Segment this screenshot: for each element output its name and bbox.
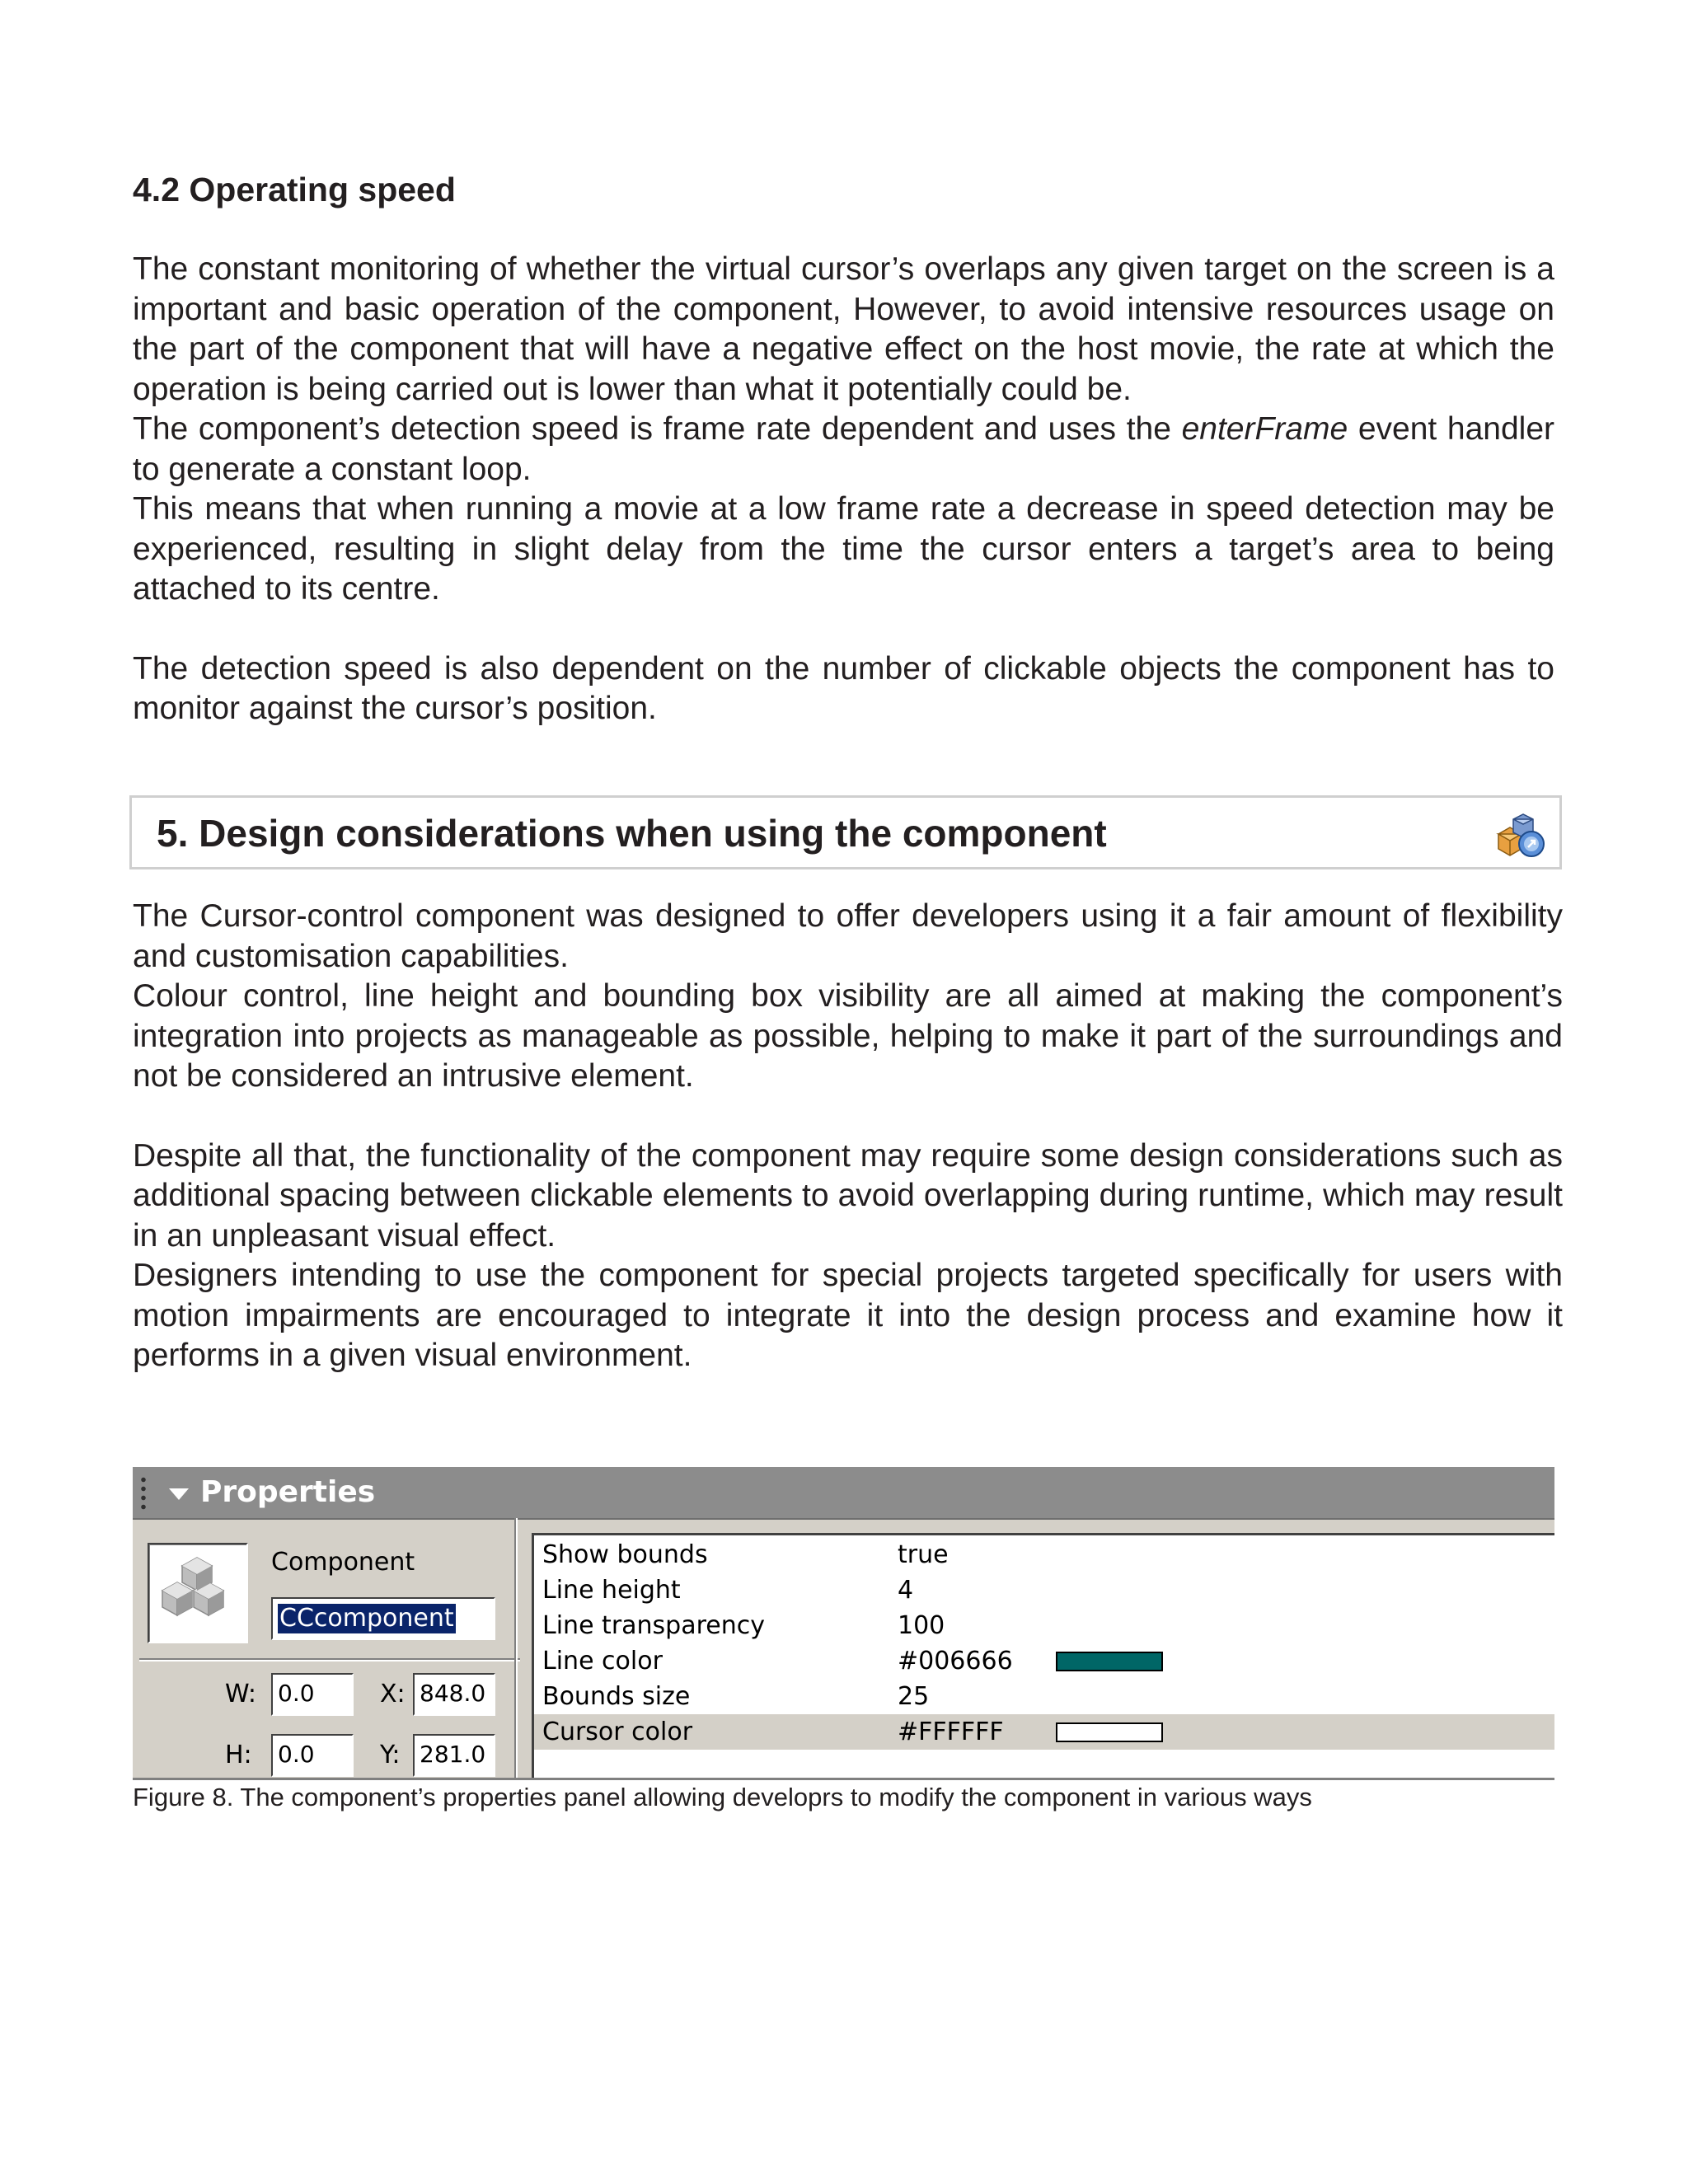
param-value[interactable]: 4 [898, 1576, 914, 1605]
paragraph-text: Colour control, line height and bounding box visibility are all aimed at making the component’s integration into projects as manageable as possible, helping to make it part of the surroundings and not be considered an intrusive element. [133, 978, 1563, 1094]
paragraph-text: event handler to generate a constant loop. [133, 411, 1554, 487]
paragraph [133, 1137, 1563, 1257]
param-value[interactable]: #006666 [898, 1647, 1013, 1675]
component-icon [1495, 809, 1548, 860]
paragraph [133, 250, 1554, 410]
param-value[interactable]: #FFFFFF [898, 1718, 1004, 1746]
figure-caption: Figure 8. The component’s properties panel allowing developrs to modify the component in various ways [133, 1783, 1312, 1811]
paragraph-text: This means that when running a movie at a low frame rate a decrease in speed detection may be experienced, resulting in slight delay from the time the cursor enters a target’s area to being attached to its centre. [133, 491, 1554, 607]
color-swatch[interactable] [1056, 1652, 1163, 1671]
section-title: 5. Design considerations when using the component [157, 812, 1107, 855]
x-input[interactable]: 848.0 [413, 1673, 495, 1716]
code-term: enterFrame [1181, 411, 1348, 447]
param-row-show-bounds[interactable] [534, 1537, 1554, 1572]
paragraph-text: The component’s detection speed is frame rate dependent and uses the [133, 411, 1182, 447]
component-label: Component [271, 1548, 415, 1577]
panel-title: Properties [200, 1475, 376, 1509]
instance-name-value: CCcomponent [279, 1604, 454, 1633]
collapse-triangle-icon[interactable] [169, 1488, 189, 1500]
param-name: Show bounds [542, 1540, 708, 1569]
param-name: Line color [542, 1647, 663, 1675]
panel-divider [514, 1518, 518, 1780]
instance-info [133, 1518, 520, 1778]
x-label: X: [380, 1680, 406, 1708]
section-5-header [129, 795, 1562, 869]
paragraph [133, 1256, 1563, 1376]
param-name: Line transparency [542, 1611, 765, 1640]
paragraph [133, 649, 1554, 729]
section-4-2 [133, 169, 1554, 729]
param-value[interactable]: true [898, 1540, 949, 1569]
param-name: Bounds size [542, 1682, 691, 1711]
section-5-body [133, 897, 1563, 1376]
height-label: H: [225, 1741, 252, 1769]
paragraph-text: Despite all that, the functionality of the component may require some design considerations such as additional spacing between clickable elements to avoid overlapping during runtime, which may result in an unpleasant visual effect. [133, 1137, 1563, 1254]
width-input[interactable]: 0.0 [271, 1673, 354, 1716]
paragraph [133, 410, 1554, 490]
y-input[interactable]: 281.0 [413, 1734, 495, 1777]
divider [139, 1658, 520, 1661]
color-swatch[interactable] [1056, 1722, 1163, 1742]
paragraph-text: The Cursor-control component was designed to offer developers using it a fair amount of flexibility and customisation capabilities. [133, 898, 1563, 974]
instance-name-input[interactable] [271, 1597, 495, 1640]
param-name: Cursor color [542, 1718, 693, 1746]
paragraph-text: Designers intending to use the component for special projects targeted specifically for users with motion impairments are encouraged to integrate it into the design process and examine how it performs in a given visual environment. [133, 1258, 1563, 1373]
param-row-line-transparency[interactable] [534, 1608, 1554, 1643]
properties-panel [133, 1467, 1554, 1780]
param-row-cursor-color[interactable] [534, 1714, 1554, 1750]
param-row-line-height[interactable] [534, 1572, 1554, 1608]
param-name: Line height [542, 1576, 681, 1605]
parameters-grid [532, 1533, 1554, 1780]
param-row-bounds-size[interactable] [534, 1679, 1554, 1714]
param-row-line-color[interactable] [534, 1643, 1554, 1679]
component-cubes-icon [148, 1543, 248, 1643]
paragraph-text: The constant monitoring of whether the virtual cursor’s overlaps any given target on the screen is a important and basic operation of the component, However, to avoid intensive resources usage on the part of the component that will have a negative effect on the host movie, the rate at which the operation is being carried out is lower than what it potentially could be. [133, 251, 1554, 407]
param-value[interactable]: 100 [898, 1611, 945, 1640]
width-label: W: [225, 1680, 257, 1708]
y-label: Y: [380, 1741, 401, 1769]
param-value[interactable]: 25 [898, 1682, 930, 1711]
paragraph [133, 977, 1563, 1097]
paragraph [133, 897, 1563, 977]
properties-panel-header[interactable] [133, 1467, 1554, 1520]
paragraph [133, 490, 1554, 610]
drag-grip-icon[interactable] [139, 1475, 148, 1511]
height-input[interactable]: 0.0 [271, 1734, 354, 1777]
paragraph-text: The detection speed is also dependent on the number of clickable objects the component has to monitor against the cursor’s position. [133, 650, 1554, 726]
section-heading-4-2: 4.2 Operating speed [133, 171, 456, 209]
